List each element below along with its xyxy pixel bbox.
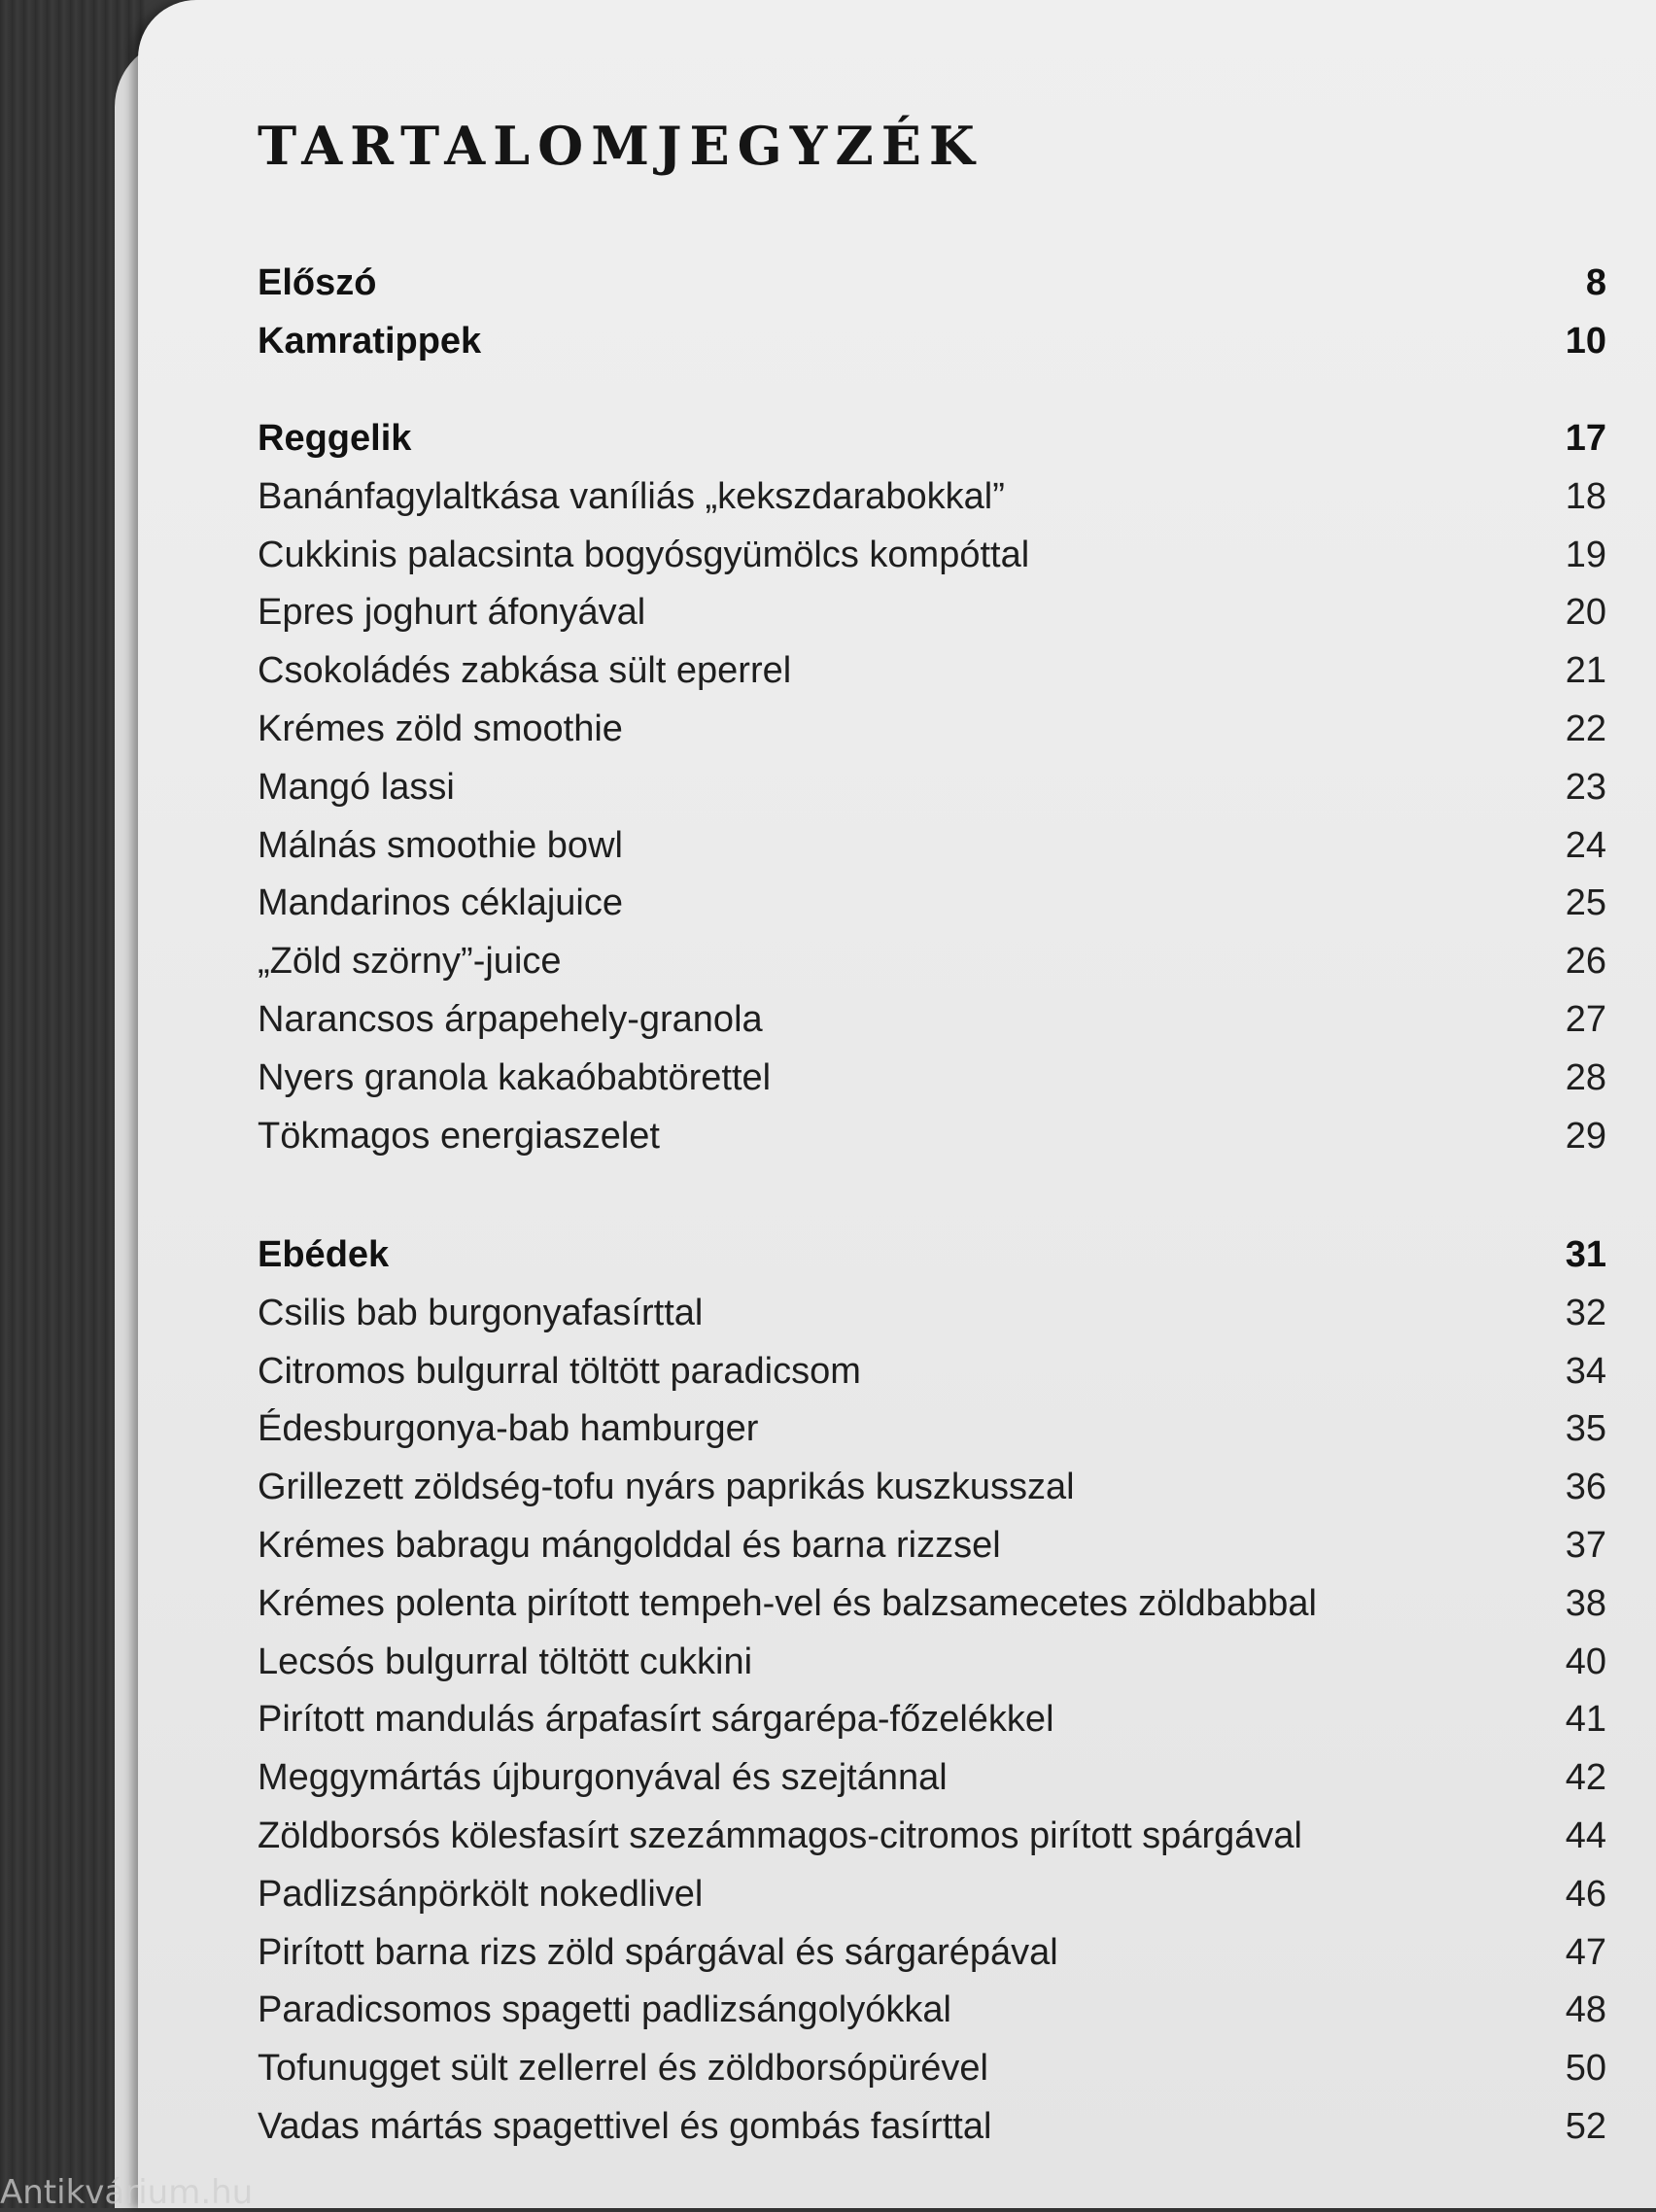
toc-entry-title: Édesburgonya-bab hamburger	[258, 1408, 759, 1449]
toc-entry-page-number: 46	[1565, 1874, 1606, 1915]
toc-entry	[258, 535, 1606, 585]
toc-entry-title: Tökmagos energiaszelet	[258, 1116, 660, 1157]
toc-entry-page-number: 18	[1565, 476, 1606, 517]
toc-entry-title: Pirított barna rizs zöld spárgával és sárgarépával	[258, 1932, 1058, 1973]
toc-entry-title: Citromos bulgurral töltött paradicsom	[258, 1351, 861, 1392]
toc-entry	[258, 476, 1606, 527]
toc-entry-title: „Zöld szörny”-juice	[258, 941, 562, 982]
toc-entry	[258, 1116, 1606, 1166]
toc-entry-title: Csilis bab burgonyafasírttal	[258, 1293, 704, 1333]
toc-entry-title: Tofunugget sült zellerrel és zöldborsópürével	[258, 2048, 988, 2089]
toc-entry	[258, 2106, 1606, 2157]
toc-entry-page-number: 24	[1565, 825, 1606, 866]
toc-entry	[258, 2048, 1606, 2098]
toc-entry-title: Kamratippek	[258, 321, 482, 362]
toc-entry-title: Meggymártás újburgonyával és szejtánnal	[258, 1757, 948, 1798]
toc-entry	[258, 767, 1606, 817]
toc-entry-title: Lecsós bulgurral töltött cukkini	[258, 1642, 753, 1682]
toc-entry-page-number: 27	[1565, 999, 1606, 1040]
toc-entry-title: Reggelik	[258, 418, 412, 459]
toc-entry-page-number: 22	[1565, 709, 1606, 749]
toc-entry-title: Banánfagylaltkása vaníliás „kekszdarabokkal”	[258, 476, 1005, 517]
toc-entry-title: Cukkinis palacsinta bogyósgyümölcs kompóttal	[258, 535, 1030, 575]
toc-entry-page-number: 48	[1565, 1989, 1606, 2030]
toc-entry-page-number: 37	[1565, 1525, 1606, 1566]
toc-entry-page-number: 44	[1565, 1815, 1606, 1856]
watermark-text: Antikvárium.hu	[0, 2173, 254, 2212]
toc-entry-page-number: 29	[1565, 1116, 1606, 1157]
toc-entry	[258, 1293, 1606, 1343]
toc-entry-title: Mangó lassi	[258, 767, 455, 808]
toc-entry-title: Krémes babragu mángolddal és barna rizzsel	[258, 1525, 1001, 1566]
toc-entry-page-number: 17	[1565, 418, 1606, 459]
toc-entry-page-number: 47	[1565, 1932, 1606, 1973]
toc-section-heading	[258, 1234, 1606, 1285]
toc-section-heading	[258, 262, 1606, 313]
toc-entry-page-number: 31	[1565, 1234, 1606, 1275]
toc-entry-page-number: 38	[1565, 1583, 1606, 1624]
toc-entry	[258, 1932, 1606, 1983]
toc-entry	[258, 1525, 1606, 1575]
toc-entry	[258, 709, 1606, 759]
toc-entry-title: Csokoládés zabkása sült eperrel	[258, 650, 792, 691]
toc-entry-page-number: 32	[1565, 1293, 1606, 1333]
toc-entry-page-number: 8	[1585, 262, 1606, 303]
toc-entry-page-number: 34	[1565, 1351, 1606, 1392]
toc-entry	[258, 999, 1606, 1050]
toc-entry	[258, 1874, 1606, 1924]
toc-entry	[258, 1583, 1606, 1634]
toc-entry-page-number: 20	[1565, 592, 1606, 633]
toc-entry-title: Padlizsánpörkölt nokedlivel	[258, 1874, 704, 1915]
toc-entry-title: Krémes zöld smoothie	[258, 709, 623, 749]
toc-entry	[258, 1699, 1606, 1749]
toc-entry-title: Epres joghurt áfonyával	[258, 592, 646, 633]
toc-entry	[258, 1467, 1606, 1517]
toc-entry	[258, 1057, 1606, 1108]
toc-section-heading	[258, 418, 1606, 468]
toc-section-heading	[258, 321, 1606, 371]
toc-entry-title: Mandarinos céklajuice	[258, 882, 623, 923]
toc-entry	[258, 941, 1606, 991]
toc-entry-page-number: 40	[1565, 1642, 1606, 1682]
toc-entry-page-number: 26	[1565, 941, 1606, 982]
toc-entry-page-number: 50	[1565, 2048, 1606, 2089]
toc-entry	[258, 1757, 1606, 1808]
toc-entry-title: Nyers granola kakaóbabtörettel	[258, 1057, 772, 1098]
toc-entry	[258, 825, 1606, 876]
toc-entry-title: Vadas mártás spagettivel és gombás fasírttal	[258, 2106, 992, 2147]
toc-entry	[258, 650, 1606, 701]
toc-entry-title: Előszó	[258, 262, 377, 303]
toc-entry-title: Krémes polenta pirított tempeh-vel és balzsamecetes zöldbabbal	[258, 1583, 1317, 1624]
toc-entry-page-number: 36	[1565, 1467, 1606, 1507]
toc-entry-title: Zöldborsós kölesfasírt szezámmagos-citromos pirított spárgával	[258, 1815, 1302, 1856]
toc-entry-page-number: 28	[1565, 1057, 1606, 1098]
toc-entry-page-number: 41	[1565, 1699, 1606, 1740]
toc-entry-title: Ebédek	[258, 1234, 390, 1275]
toc-entry-page-number: 10	[1565, 321, 1606, 362]
toc-entry-page-number: 35	[1565, 1408, 1606, 1449]
toc-entry	[258, 882, 1606, 933]
toc-entry-title: Málnás smoothie bowl	[258, 825, 623, 866]
toc-entry-title: Grillezett zöldség-tofu nyárs paprikás kuszkusszal	[258, 1467, 1075, 1507]
toc-entry	[258, 1642, 1606, 1692]
toc-entry-page-number: 25	[1565, 882, 1606, 923]
toc-entry-title: Paradicsomos spagetti padlizsángolyókkal	[258, 1989, 951, 2030]
toc-entry	[258, 1989, 1606, 2040]
toc-entry-title: Narancsos árpapehely-granola	[258, 999, 763, 1040]
toc-entry	[258, 1815, 1606, 1866]
toc-entry-page-number: 21	[1565, 650, 1606, 691]
toc-entry	[258, 1408, 1606, 1459]
toc-entry-page-number: 19	[1565, 535, 1606, 575]
page-title: TARTALOMJEGYZÉK	[258, 115, 983, 177]
toc-entry-title: Pirított mandulás árpafasírt sárgarépa-főzelékkel	[258, 1699, 1054, 1740]
toc-entry-page-number: 42	[1565, 1757, 1606, 1798]
toc-entry-page-number: 52	[1565, 2106, 1606, 2147]
toc-entry	[258, 1351, 1606, 1401]
toc-entry	[258, 592, 1606, 642]
toc-entry-page-number: 23	[1565, 767, 1606, 808]
